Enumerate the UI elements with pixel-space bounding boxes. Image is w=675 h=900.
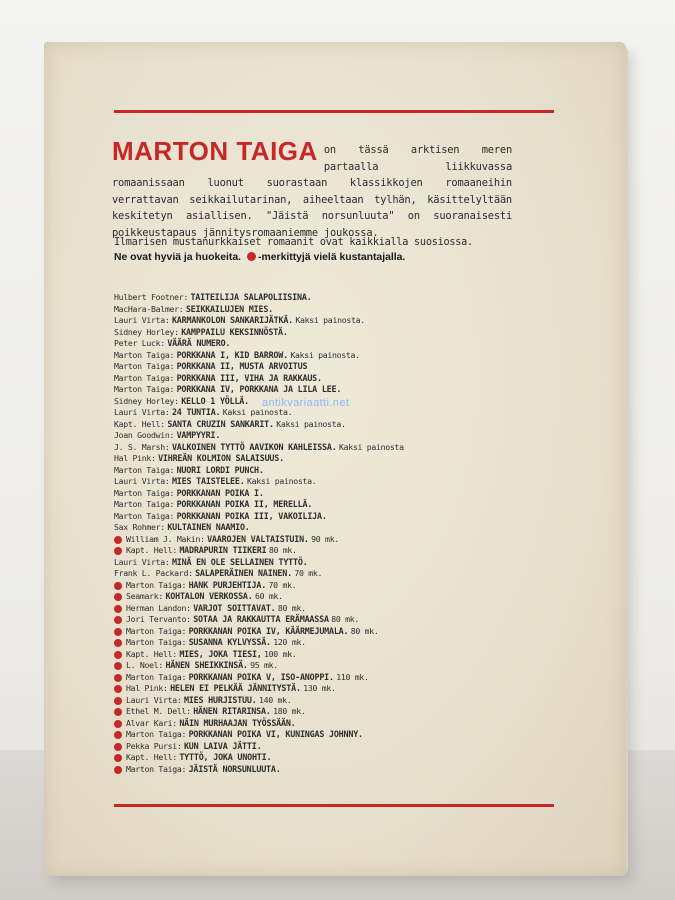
book-title: PORKKANA III, VIHA JA RAKKAUS. bbox=[176, 372, 322, 383]
book-list-item bbox=[114, 361, 554, 373]
book-extra: 130 mk. bbox=[303, 683, 336, 693]
intro-author-name: MARTON TAIGA bbox=[112, 136, 318, 166]
book-title: PORKKANAN POIKA VI, KUNINGAS JOHNNY. bbox=[188, 729, 363, 739]
book-entry-text bbox=[114, 649, 296, 659]
book-extra: 60 mk. bbox=[255, 591, 283, 601]
book-author: Lauri Virta: bbox=[114, 407, 170, 417]
red-dot-icon bbox=[114, 674, 122, 682]
book-list-item bbox=[114, 430, 554, 442]
book-title: PORKKANAN POIKA II, MERELLÄ. bbox=[176, 499, 313, 509]
book-list-item bbox=[114, 476, 554, 488]
book-author: Frank L. Packard: bbox=[114, 568, 193, 578]
book-entry-text bbox=[114, 591, 283, 601]
red-dot-icon bbox=[114, 720, 122, 728]
book-title: PORKKANA I, KID BARROW. bbox=[176, 349, 288, 360]
book-entry-text bbox=[114, 672, 369, 682]
book-author: Pekka Pursi: bbox=[126, 740, 182, 751]
book-title: JÄISTÄ NORSUNLUUTA. bbox=[188, 763, 281, 774]
book-entry-text bbox=[114, 304, 273, 314]
book-author: Joan Goodwin: bbox=[114, 430, 175, 440]
red-dot-icon bbox=[114, 651, 122, 659]
book-title: PORKKANAN POIKA IV, KÄÄRMEJUMALA. bbox=[188, 625, 349, 636]
book-entry-text bbox=[114, 419, 346, 429]
book-entry-text bbox=[114, 361, 307, 371]
red-dot-icon bbox=[114, 616, 122, 624]
book-entry-text bbox=[114, 522, 250, 532]
book-title: VALKOINEN TYTTÖ AAVIKON KAHLEISSA. bbox=[171, 441, 337, 452]
book-entry-text bbox=[114, 476, 316, 486]
book-entry-text bbox=[114, 545, 297, 555]
book-extra: 80 mk. bbox=[268, 545, 297, 555]
book-title: SOTAA JA RAKKAUTTA ERÄMAASSA bbox=[193, 614, 329, 624]
book-title: PORKKANA II, MUSTA ARVOITUS bbox=[176, 361, 308, 371]
book-list-item bbox=[114, 338, 554, 350]
book-extra: 80 mk. bbox=[277, 602, 306, 613]
book-title: HELEN EI PELKÄÄ JÄNNITYSTÄ. bbox=[170, 683, 301, 693]
book-list-item bbox=[114, 545, 554, 557]
book-list-item bbox=[114, 580, 554, 592]
book-author: Marton Taiga: bbox=[114, 384, 175, 394]
book-title: PORKKANA IV, PORKKANA JA LILA LEE. bbox=[176, 384, 342, 394]
book-list-item bbox=[114, 511, 554, 523]
book-title: KUN LAIVA JÄTTI. bbox=[183, 740, 262, 751]
book-title: VAMPYYRI. bbox=[176, 430, 221, 440]
book-author: Lauri Virta: bbox=[114, 476, 170, 486]
book-title: 24 TUNTIA. bbox=[171, 407, 221, 417]
book-list-item bbox=[114, 660, 554, 672]
book-author: Marton Taiga: bbox=[114, 372, 175, 383]
book-extra: Kaksi painosta. bbox=[246, 476, 317, 486]
book-title: KOHTALON VERKOSSA. bbox=[165, 591, 253, 601]
book-list-item bbox=[114, 419, 554, 431]
book-entry-text bbox=[114, 511, 327, 521]
book-author: Lauri Virta: bbox=[114, 556, 170, 567]
book-list-item bbox=[114, 534, 554, 546]
book-author: Seamark: bbox=[126, 591, 164, 601]
book-author: Ethel M. Dell: bbox=[126, 706, 191, 716]
book-title: VÄÄRÄ NUMERO. bbox=[167, 338, 231, 348]
book-extra: Kaksi painosta. bbox=[290, 349, 360, 360]
intro-paragraph bbox=[112, 136, 512, 241]
book-extra: 70 mk. bbox=[294, 568, 323, 578]
book-entry-text bbox=[114, 327, 288, 337]
book-title: TYTTÖ, JOKA UNOHTI. bbox=[179, 752, 272, 762]
book-title: HÄNEN SHEIKKINSÄ. bbox=[165, 660, 248, 670]
book-list-item bbox=[114, 373, 554, 385]
book-extra: 110 mk. bbox=[336, 671, 369, 682]
book-extra: 180 mk. bbox=[273, 706, 306, 716]
book-entry-text bbox=[114, 752, 271, 762]
book-author: Hulbert Footner: bbox=[114, 292, 189, 302]
book-entry-text bbox=[114, 465, 264, 475]
book-extra: 140 mk. bbox=[258, 694, 292, 705]
watermark-text: antikvariaatti.net bbox=[262, 397, 350, 409]
red-dot-icon bbox=[114, 605, 122, 613]
book-entry-text bbox=[114, 557, 308, 567]
book-entry-text bbox=[114, 488, 264, 498]
book-entry-text bbox=[114, 373, 322, 383]
book-author: Marton Taiga: bbox=[126, 625, 187, 636]
book-author: Jori Tervanto: bbox=[126, 614, 191, 624]
book-list-item bbox=[114, 626, 554, 638]
book-author: Alvar Kari: bbox=[126, 717, 177, 728]
book-title: SANTA CRUZIN SANKARIT. bbox=[167, 418, 274, 429]
book-author: Hal Pink: bbox=[126, 683, 168, 693]
red-dot-icon bbox=[114, 731, 122, 739]
book-title: VAAROJEN VALTAISTUIN. bbox=[207, 533, 309, 544]
book-title: NUORI LORDI PUNCH. bbox=[176, 464, 264, 475]
book-entry-text bbox=[114, 499, 312, 509]
book-list-item bbox=[114, 453, 554, 465]
book-list-item bbox=[114, 695, 554, 707]
book-list-item bbox=[114, 488, 554, 500]
book-author: Marton Taiga: bbox=[114, 349, 175, 360]
book-author: Kapt. Hell: bbox=[126, 648, 177, 659]
book-title: PORKKANAN POIKA III, VAKOILIJA. bbox=[176, 510, 327, 521]
red-dot-icon bbox=[114, 708, 122, 716]
book-list-item bbox=[114, 384, 554, 396]
book-author: Marton Taiga: bbox=[114, 361, 175, 371]
tagline-part2: -merkittyjä vielä kustantajalla. bbox=[258, 252, 406, 263]
book-extra: 120 mk. bbox=[273, 637, 306, 647]
red-dot-icon bbox=[247, 252, 256, 261]
publisher-tagline bbox=[114, 252, 534, 263]
book-list-item bbox=[114, 649, 554, 661]
book-title: PORKKANAN POIKA I. bbox=[176, 487, 264, 498]
book-author: Lauri Virta: bbox=[126, 694, 182, 705]
book-entry-text bbox=[114, 384, 341, 394]
red-dot-icon bbox=[114, 662, 122, 670]
book-list-item bbox=[114, 522, 554, 534]
book-extra: Kaksi painosta bbox=[338, 441, 404, 452]
red-dot-icon bbox=[114, 536, 122, 544]
book-entry-text bbox=[114, 350, 360, 360]
book-title: KAMPPAILU KEKSINNÖSTÄ. bbox=[181, 326, 288, 337]
book-author: Kapt. Hell: bbox=[114, 418, 165, 429]
book-extra: 70 mk. bbox=[268, 579, 297, 590]
book-extra: 80 mk. bbox=[331, 614, 359, 624]
book-extra: Kaksi painosta. bbox=[222, 407, 293, 417]
book-entry-text bbox=[114, 764, 281, 774]
book-author: Marton Taiga: bbox=[126, 763, 187, 774]
book-author: Kapt. Hell: bbox=[126, 752, 177, 762]
book-author: Hal Pink: bbox=[114, 453, 156, 463]
book-list-item bbox=[114, 557, 554, 569]
book-author: Marton Taiga: bbox=[114, 510, 175, 521]
book-author: Sidney Horley: bbox=[114, 395, 179, 406]
book-list-item bbox=[114, 292, 554, 304]
book-author: Marton Taiga: bbox=[126, 671, 187, 682]
book-list-item bbox=[114, 350, 554, 362]
book-title: SEIKKAILUJEN MIES. bbox=[185, 303, 274, 314]
book-title: HÄNEN RITARINSA. bbox=[193, 706, 271, 716]
book-list-item bbox=[114, 568, 554, 580]
book-title: MADRAPURIN TIIKERI bbox=[179, 545, 267, 555]
book-entry-text bbox=[114, 695, 291, 705]
book-title: VIHREÄN KOLMION SALAISUUS. bbox=[158, 453, 284, 463]
book-author: Marton Taiga: bbox=[114, 464, 175, 475]
book-title: VARJOT SOITTAVAT. bbox=[193, 602, 276, 613]
red-dot-icon bbox=[114, 697, 122, 705]
book-author: Peter Luck: bbox=[114, 338, 165, 348]
book-author: MacHara-Balmer: bbox=[114, 303, 184, 314]
book-entry-text bbox=[114, 603, 306, 613]
book-entry-text bbox=[114, 706, 305, 716]
book-title: MIES HURJISTUU. bbox=[183, 694, 257, 705]
book-title: NÄIN MURHAAJAN TYÖSSÄÄN. bbox=[179, 717, 296, 728]
book-list-item bbox=[114, 706, 554, 718]
book-title: KELLO 1 YÖLLÄ. bbox=[181, 395, 249, 406]
book-title: SALAPERÄINEN NAINEN. bbox=[195, 568, 292, 578]
book-list-item bbox=[114, 327, 554, 339]
book-entry-text bbox=[114, 580, 296, 590]
book-extra: Kaksi painosta. bbox=[276, 418, 346, 429]
book-list-item bbox=[114, 603, 554, 615]
book-extra: 80 mk. bbox=[350, 625, 379, 636]
book-entry-text bbox=[114, 568, 322, 578]
book-title: MINÄ EN OLE SELLAINEN TYTTÖ. bbox=[171, 556, 308, 567]
book-entry-text bbox=[114, 683, 336, 693]
book-title: KULTAINEN NAAMIO. bbox=[167, 522, 250, 532]
book-list-item bbox=[114, 741, 554, 753]
book-author: Sax Rohmer: bbox=[114, 522, 165, 532]
book-author: William J. Makin: bbox=[126, 533, 205, 544]
book-title: PORKKANAN POIKA V, ISO-ANOPPI. bbox=[188, 671, 334, 682]
red-dot-icon bbox=[114, 639, 122, 647]
book-author: J. S. Marsh: bbox=[114, 441, 170, 452]
book-list-item bbox=[114, 672, 554, 684]
book-title: SUSANNA KYLVYSSÄ. bbox=[188, 637, 271, 647]
book-extra: 95 mk. bbox=[250, 660, 278, 670]
book-entry-text bbox=[114, 729, 363, 739]
book-author: Kapt. Hell: bbox=[126, 545, 177, 555]
book-author: L. Noel: bbox=[126, 660, 164, 670]
book-author: Marton Taiga: bbox=[126, 579, 187, 590]
book-list-item bbox=[114, 499, 554, 511]
book-entry-text bbox=[114, 626, 379, 636]
book-title: HANK PURJEHTIJA. bbox=[188, 579, 267, 590]
book-list-item bbox=[114, 442, 554, 454]
book-author: Lauri Virta: bbox=[114, 315, 170, 325]
book-list-item bbox=[114, 718, 554, 730]
book-list bbox=[114, 292, 554, 775]
book-entry-text bbox=[114, 315, 365, 325]
red-dot-icon bbox=[114, 685, 122, 693]
book-title: KARMANKOLON SANKARIJÄTKÄ. bbox=[171, 315, 294, 325]
book-entry-text bbox=[114, 453, 284, 463]
red-dot-icon bbox=[114, 743, 122, 751]
red-dot-icon bbox=[114, 628, 122, 636]
bottom-red-rule bbox=[114, 804, 554, 807]
book-entry-text bbox=[114, 614, 359, 624]
red-dot-icon bbox=[114, 582, 122, 590]
top-red-rule bbox=[114, 110, 554, 113]
book-entry-text bbox=[114, 442, 404, 452]
book-entry-text bbox=[114, 430, 220, 440]
book-entry-text bbox=[114, 534, 339, 544]
book-list-item bbox=[114, 465, 554, 477]
book-entry-text bbox=[114, 718, 296, 728]
book-list-item bbox=[114, 764, 554, 776]
book-list-item bbox=[114, 637, 554, 649]
book-title: MIES TAISTELEE. bbox=[171, 476, 245, 486]
book-list-item bbox=[114, 591, 554, 603]
book-title: MIES, JOKA TIESI, bbox=[179, 648, 262, 659]
book-list-item bbox=[114, 614, 554, 626]
book-extra: 100 mk. bbox=[264, 648, 297, 659]
book-author: Marton Taiga: bbox=[126, 729, 187, 739]
book-title: TAITEILIJA SALAPOLIISINA. bbox=[190, 292, 312, 302]
book-entry-text bbox=[114, 396, 249, 406]
book-author: Herman Landon: bbox=[126, 602, 191, 613]
book-list-item bbox=[114, 304, 554, 316]
book-extra: Kaksi painosta. bbox=[295, 315, 365, 325]
red-dot-icon bbox=[114, 547, 122, 555]
book-entry-text bbox=[114, 338, 230, 348]
book-entry-text bbox=[114, 292, 312, 302]
publisher-note: Ilmarisen mustanurkkaiset romaanit ovat kaikkialla suosiossa. bbox=[114, 237, 473, 248]
book-list-item bbox=[114, 683, 554, 695]
book-list-item bbox=[114, 729, 554, 741]
red-dot-icon bbox=[114, 593, 122, 601]
book-author: Marton Taiga: bbox=[114, 487, 175, 498]
book-list-item bbox=[114, 752, 554, 764]
book-entry-text bbox=[114, 637, 306, 647]
tagline-part1: Ne ovat hyviä ja huokeita. bbox=[114, 252, 242, 263]
book-entry-text bbox=[114, 741, 261, 751]
book-author: Sidney Horley: bbox=[114, 326, 179, 337]
book-list-item bbox=[114, 315, 554, 327]
book-author: Marton Taiga: bbox=[114, 499, 175, 509]
book-extra: 90 mk. bbox=[311, 533, 339, 544]
book-author: Marton Taiga: bbox=[126, 637, 187, 647]
book-entry-text bbox=[114, 660, 278, 670]
intro-text: on tässä arktisen meren partaalla liikkuvassa romaanissaan luonut suorastaan klassikkojen romaaneihin verrattavan seikkailutarinan, aiheeltaan tylhän, käsittelyltään keskitetyn asiallisen. "Jäistä norsunluuta" on suoranaisesti poikkeustapaus jännitysromaaniemme joukossa. bbox=[112, 144, 512, 239]
red-dot-icon bbox=[114, 766, 122, 774]
red-dot-icon bbox=[114, 754, 122, 762]
